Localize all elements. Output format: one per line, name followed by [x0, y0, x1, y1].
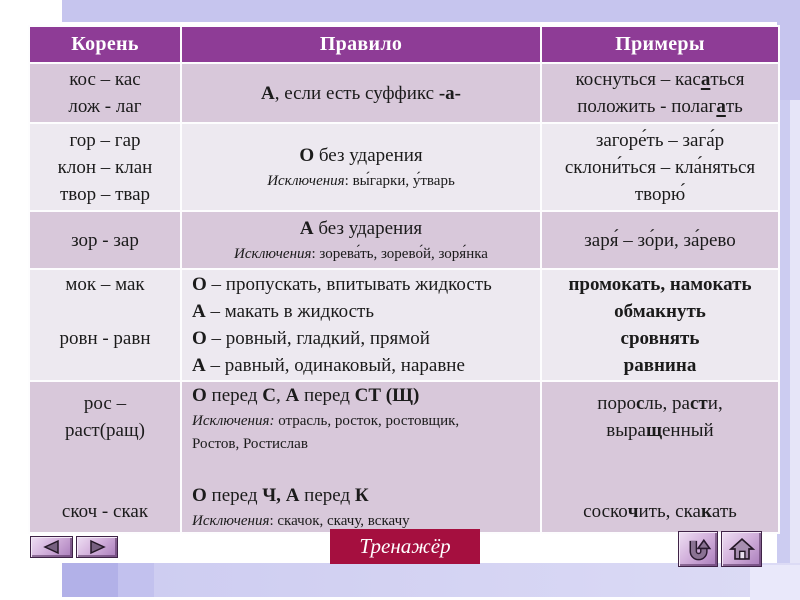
u-turn-arrow-icon: [684, 535, 712, 563]
next-slide-button[interactable]: [76, 536, 118, 558]
table-row: [29, 63, 779, 123]
home-icon: [728, 535, 756, 563]
frame-right-band: [790, 100, 800, 600]
table-cell: О перед С, А перед СТ (Щ) Исключения: отрасль, росток, ростовщик, Ростов, Ростислав О перед Ч, А перед К Исключения: скачок, скачу, вскачу: [181, 381, 541, 533]
prev-slide-button[interactable]: [30, 536, 73, 558]
table-cell: загоре́ть – зага́р склони́ться – кла́няться творю́: [541, 123, 779, 211]
table-cell: О без ударения Исключения: вы́гарки, у́тварь: [181, 123, 541, 211]
table-cell: О – пропускать, впитывать жидкость А – макать в жидкость О – ровный, гладкий, прямой А – равный, одинаковый, наравне: [181, 269, 541, 381]
column-header: Правило: [181, 26, 541, 63]
return-button[interactable]: [678, 531, 718, 567]
table-row: [29, 269, 779, 381]
table-cell: заря́ – зо́ри, за́рево: [541, 211, 779, 269]
column-header: Примеры: [541, 26, 779, 63]
frame-top-band: [62, 0, 788, 22]
table-header-row: [29, 26, 779, 63]
triangle-left-icon: [39, 539, 65, 555]
table-cell: поросль, расти, выращенный соскочить, скакать: [541, 381, 779, 533]
table-body: [29, 63, 779, 533]
trainer-button[interactable]: [330, 529, 480, 564]
table-cell: гор – гар клон – клан твор – твар: [29, 123, 181, 211]
table-row: [29, 211, 779, 269]
frame-corner: [750, 565, 800, 600]
table-cell: рос – раст(ращ) скоч - скак: [29, 381, 181, 533]
frame-right-band: [777, 0, 800, 100]
column-header: Корень: [29, 26, 181, 63]
table-cell: мок – мак ровн - равн: [29, 269, 181, 381]
rules-table: [28, 25, 780, 534]
table-cell: кос – кас лож - лаг: [29, 63, 181, 123]
table-cell: А без ударения Исключения: зорева́ть, зорево́й, зоря́нка: [181, 211, 541, 269]
trainer-label: Тренажёр: [359, 534, 451, 558]
home-button[interactable]: [721, 531, 762, 567]
table-row: [29, 123, 779, 211]
table-cell: промокать, намокать обмакнуть сровнять равнина: [541, 269, 779, 381]
table-row: [29, 381, 779, 533]
table-cell: зор - зар: [29, 211, 181, 269]
frame-bottom-band: [62, 563, 800, 597]
triangle-right-icon: [84, 539, 110, 555]
table-cell: коснуться – касаться положить - полагать: [541, 63, 779, 123]
table-cell: А, если есть суффикс -а-: [181, 63, 541, 123]
